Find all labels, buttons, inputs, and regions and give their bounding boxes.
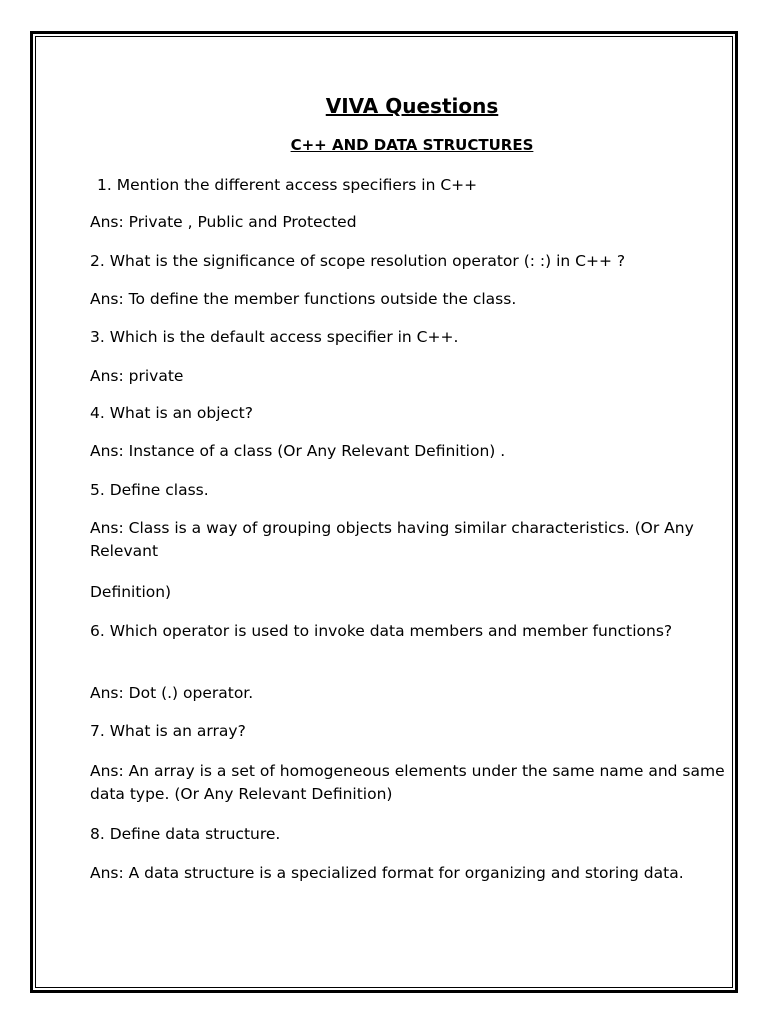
answer-4: Ans: Instance of a class (Or Any Relevant Definition) .	[90, 442, 506, 460]
answer-6: Ans: Dot (.) operator.	[90, 684, 254, 702]
question-6: 6. Which operator is used to invoke data members and member functions?	[90, 622, 673, 640]
question-8: 8. Define data structure.	[90, 825, 281, 843]
page-subtitle: C++ AND DATA STRUCTURES	[290, 136, 534, 154]
answer-5-continued: Definition)	[90, 583, 172, 601]
question-3: 3. Which is the default access specifier in C++.	[90, 328, 459, 346]
answer-5: Ans: Class is a way of grouping objects having similar characteristics. (Or Any Relevant	[90, 519, 694, 560]
question-7: 7. What is an array?	[90, 722, 246, 740]
answer-8: Ans: A data structure is a specialized format for organizing and storing data.	[90, 864, 684, 882]
question-4: 4. What is an object?	[90, 404, 253, 422]
question-1: 1. Mention the different access specifiers in C++	[97, 176, 478, 194]
answer-7: Ans: An array is a set of homogeneous elements under the same name and same data type. (Or Any Relevant Definition)	[90, 762, 725, 803]
page-title: VIVA Questions	[325, 94, 499, 118]
answer-2: Ans: To define the member functions outside the class.	[90, 290, 517, 308]
answer-1: Ans: Private , Public and Protected	[90, 213, 357, 231]
question-2: 2. What is the significance of scope resolution operator (: :) in C++ ?	[90, 252, 626, 270]
answer-3: Ans: private	[90, 367, 184, 385]
question-5: 5. Define class.	[90, 481, 209, 499]
